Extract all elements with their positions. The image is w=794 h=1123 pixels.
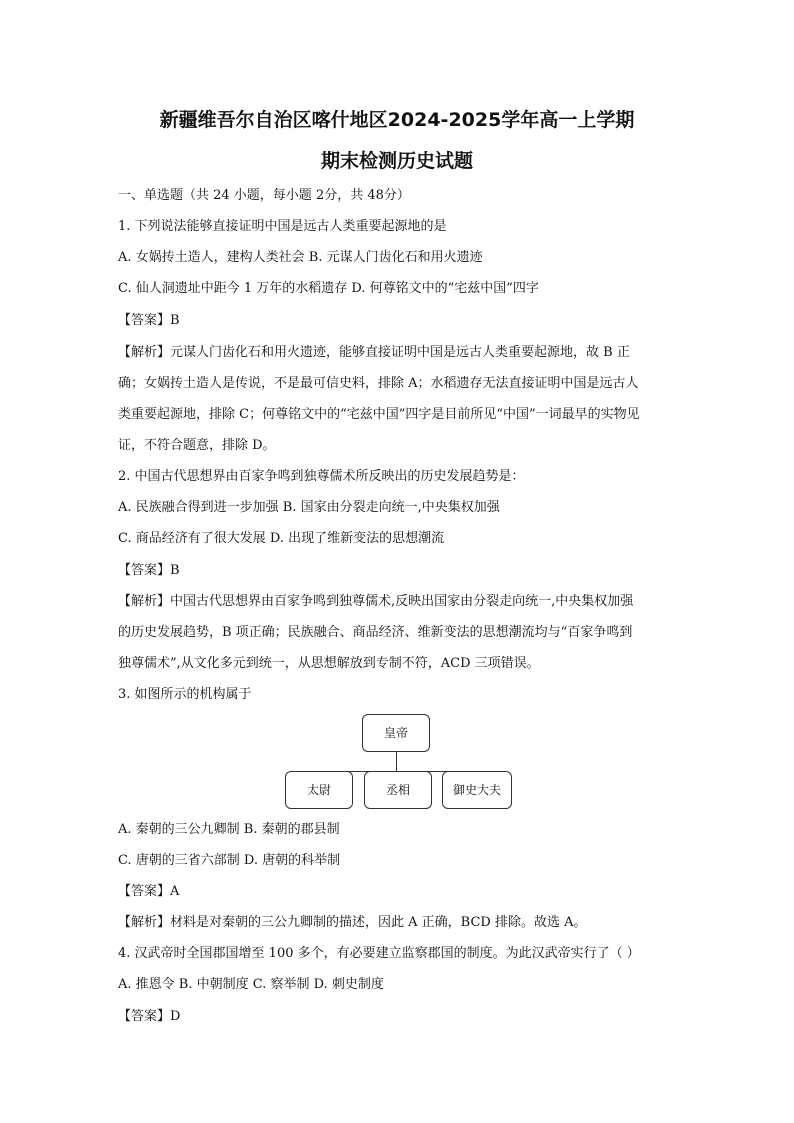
q4-options: A. 推恩令 B. 中朝制度 C. 察举制 D. 刺史制度 bbox=[118, 977, 384, 992]
page-subtitle: 期末检测历史试题 bbox=[320, 150, 473, 172]
diagram-connector bbox=[396, 752, 397, 771]
q2-analysis-line: 的历史发展趋势，B 项正确；民族融合、商品经济、维新变法的思想潮流均与“百家争鸣到 bbox=[118, 625, 633, 640]
org-chart-diagram bbox=[283, 714, 513, 810]
question-4: 4. 汉武帝时全国郡国增至 100 多个，有必要建立监察郡国的制度。为此汉武帝实行了（ ） bbox=[118, 946, 640, 961]
q2-answer: 【答案】B bbox=[118, 563, 180, 578]
q2-options-ab: A. 民族融合得到进一步加强 B. 国家由分裂走向统一,中央集权加强 bbox=[118, 500, 500, 515]
q2-options-cd: C. 商品经济有了很大发展 D. 出现了维新变法的思想潮流 bbox=[118, 531, 445, 546]
diagram-node-emperor: 皇帝 bbox=[362, 714, 430, 752]
question-2: 2. 中国古代思想界由百家争鸣到独尊儒术所反映出的历史发展趋势是： bbox=[118, 469, 525, 484]
q1-analysis-line: 确；女娲抟土造人是传说，不是最可信史料，排除 A；水稻遗存无法直接证明中国是远古人 bbox=[118, 376, 639, 391]
q1-answer: 【答案】B bbox=[118, 313, 180, 328]
q1-analysis-line: 类重要起源地，排除 C；何尊铭文中的“宅兹中国”四字是目前所见“中国”一词最早的实物见 bbox=[118, 407, 640, 422]
q4-answer: 【答案】D bbox=[118, 1009, 181, 1024]
diagram-node-taiwei: 太尉 bbox=[285, 771, 353, 809]
question-1: 1. 下列说法能够直接证明中国是远古人类重要起源地的是 bbox=[118, 219, 447, 234]
diagram-node-yushidafu: 御史大夫 bbox=[442, 771, 512, 809]
diagram-node-chengxiang: 丞相 bbox=[364, 771, 432, 809]
q2-analysis-line: 【解析】中国古代思想界由百家争鸣到独尊儒术,反映出国家由分裂走向统一,中央集权加强 bbox=[118, 594, 634, 609]
page-title: 新疆维吾尔自治区喀什地区2024-2025学年高一上学期 bbox=[159, 109, 635, 131]
q3-options-cd: C. 唐朝的三省六部制 D. 唐朝的科举制 bbox=[118, 853, 341, 868]
section-heading: 一、单选题（共 24 小题，每小题 2分，共 48分） bbox=[118, 188, 410, 203]
q1-analysis-line: 证，不符合题意，排除 D。 bbox=[118, 438, 276, 453]
question-3: 3. 如图所示的机构属于 bbox=[118, 687, 252, 702]
q1-options-cd: C. 仙人洞遗址中距今 1 万年的水稻遗存 D. 何尊铭文中的“宅兹中国”四字 bbox=[118, 281, 539, 296]
q3-options-ab: A. 秦朝的三公九卿制 B. 秦朝的郡县制 bbox=[118, 822, 340, 837]
q2-analysis-line: 独尊儒术”,从文化多元到统一，从思想解放到专制不符，ACD 三项错误。 bbox=[118, 656, 540, 671]
q3-answer: 【答案】A bbox=[118, 884, 180, 899]
q1-options-ab: A. 女娲抟土造人，建构人类社会 B. 元谋人门齿化石和用火遗迹 bbox=[118, 250, 483, 265]
q1-analysis-line: 【解析】元谋人门齿化石和用火遗迹，能够直接证明中国是远古人类重要起源地，故 B 正 bbox=[118, 345, 630, 360]
q3-analysis-line: 【解析】材料是对秦朝的三公九卿制的描述，因此 A 正确，BCD 排除。故选 A。 bbox=[118, 915, 587, 930]
